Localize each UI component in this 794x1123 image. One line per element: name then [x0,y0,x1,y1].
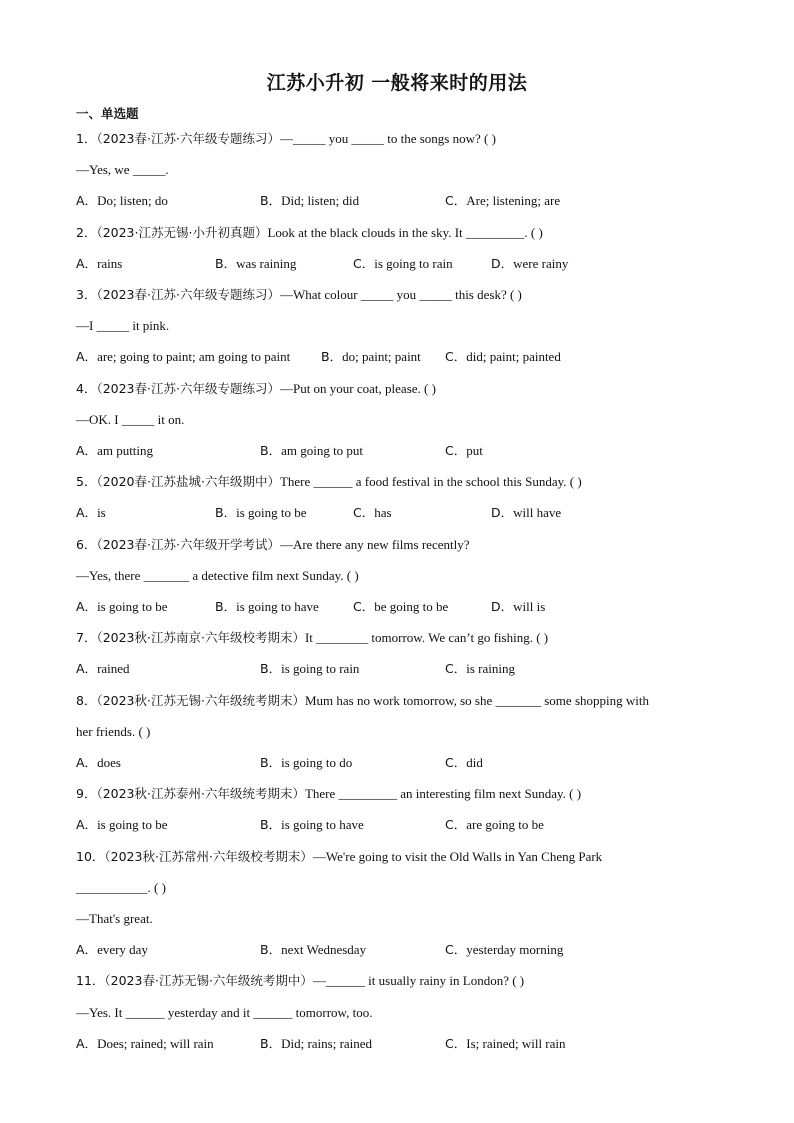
answer-option[interactable] [76,817,167,833]
answer-option[interactable] [260,193,359,209]
question-stem [76,381,436,397]
option-text: every day [97,942,148,958]
question-text: —What colour _____ you _____ this desk? ( ) [279,287,522,302]
option-text: be going to be [374,599,449,614]
question-continuation: —Yes, we _____. [76,162,169,178]
question-stem [76,131,496,147]
option-text: yesterday morning [466,942,564,958]
question-text: —We're going to visit the Old Walls in Yan Cheng Park [312,848,603,864]
option-text: are; going to paint; am going to paint [97,349,291,365]
option-label: C． [445,817,467,833]
option-label: B． [260,942,282,958]
option-text: is going to have [281,817,364,833]
question-source: （2023秋·江苏常州·六年级校考期末） [104,848,313,864]
answer-option[interactable] [215,599,319,615]
question-source: （2023春·江苏·六年级开学考试） [96,536,280,552]
answer-option[interactable] [215,505,307,521]
question-number: 7． [76,630,97,646]
question-source: （2023春·江苏·六年级专题练习） [96,131,280,146]
answer-option[interactable] [260,1036,372,1052]
answer-option[interactable] [76,755,121,771]
answer-option[interactable] [445,1036,566,1052]
question-source: （2023秋·江苏无锡·六年级统考期末） [96,692,305,708]
answer-option[interactable] [260,942,366,958]
answer-option[interactable] [260,661,359,677]
option-label: A． [76,1035,98,1051]
answer-option[interactable] [491,505,561,521]
option-label: A． [76,599,98,614]
option-text: are going to be [466,817,544,833]
option-label: C． [353,255,375,271]
option-text: Are; listening; are [466,193,561,209]
option-label: A． [76,443,98,458]
option-label: C． [445,661,467,677]
option-label: C． [353,505,375,521]
answer-option[interactable] [76,505,106,521]
option-text: will have [513,505,562,521]
question-number: 3． [76,287,97,302]
question-continuation: her friends. ( ) [76,723,151,739]
question-continuation: —Yes. It ______ yesterday and it ______ tomorrow, too. [76,1004,373,1020]
option-label: B． [260,1035,282,1051]
option-label: A． [76,755,98,770]
answer-option[interactable] [445,349,561,365]
option-text: is going to rain [281,661,360,677]
answer-option[interactable] [445,193,560,209]
option-text: is going to have [236,599,319,614]
answer-option[interactable] [260,443,363,459]
question-source: （2023春·江苏无锡·六年级统考期中） [104,973,313,989]
question-number: 9． [76,786,97,802]
question-stem [76,537,469,553]
option-text: is going to be [97,817,168,833]
option-label: A． [76,255,98,271]
option-label: C． [445,755,467,770]
option-text: were rainy [513,255,569,271]
option-text: has [374,505,392,521]
question-stem [76,973,524,989]
question-text: —______ it usually rainy in London? ( ) [312,973,525,989]
option-text: Did; listen; did [281,193,360,209]
question-stem [76,287,522,303]
option-label: D． [491,255,514,271]
section-heading: 一、单选题 [76,106,139,121]
option-label: B． [260,817,282,833]
answer-option[interactable] [491,599,545,615]
option-label: A． [76,817,98,833]
question-continuation: —OK. I _____ it on. [76,411,185,427]
option-label: B． [215,255,237,271]
question-number: 4． [76,380,97,396]
option-text: rains [97,255,123,271]
option-label: C． [445,443,467,458]
question-stem [76,849,602,865]
answer-option[interactable] [260,755,352,771]
answer-option[interactable] [445,942,563,958]
question-number: 5． [76,474,97,490]
question-number: 2． [76,224,97,240]
question-continuation: —Yes, there _______ a detective film next Sunday. ( ) [76,567,359,583]
answer-option[interactable] [76,349,290,365]
answer-option[interactable] [76,1036,214,1052]
option-label: C． [353,599,375,614]
question-source: （2020春·江苏盐城·六年级期中） [96,474,280,490]
option-text: am going to put [281,443,364,458]
question-stem [76,474,582,490]
answer-option[interactable] [445,755,483,771]
question-continuation: —I _____ it pink. [76,318,170,334]
question-number: 11． [76,973,105,989]
answer-option[interactable] [321,349,421,365]
option-text: is raining [466,661,515,677]
question-text: —_____ you _____ to the songs now? ( ) [279,131,496,146]
answer-option[interactable] [353,256,453,272]
option-text: put [466,443,483,458]
question-text: There _________ an interesting film next Sunday. ( ) [304,786,582,802]
option-text: was raining [236,255,297,271]
option-text: did [466,755,483,770]
option-label: D． [491,599,514,614]
option-text: Does; rained; will rain [97,1035,214,1051]
question-stem [76,225,543,241]
answer-option[interactable] [445,661,515,677]
answer-option[interactable] [215,256,296,272]
option-label: A． [76,193,98,209]
question-continuation: —That's great. [76,911,153,926]
option-text: am putting [97,443,154,458]
option-label: A． [76,505,98,521]
option-text: do; paint; paint [342,349,421,365]
option-label: B． [260,443,282,458]
option-label: C． [445,349,467,365]
option-text: Do; listen; do [97,193,168,209]
question-number: 1． [76,131,97,146]
option-label: B． [215,505,237,521]
option-text: rained [97,661,130,677]
question-source: （2023秋·江苏南京·六年级校考期末） [96,630,305,646]
option-text: is going to be [97,599,168,614]
question-source: （2023春·江苏·六年级专题练习） [96,287,280,302]
option-text: next Wednesday [281,942,367,958]
answer-option[interactable] [76,661,130,677]
option-text: is [97,505,106,521]
question-text: —Put on your coat, please. ( ) [279,380,436,396]
question-number: 10． [76,848,105,864]
option-label: C． [445,1035,467,1051]
answer-option[interactable] [445,443,483,459]
option-label: A． [76,349,98,365]
option-text: Is; rained; will rain [466,1035,566,1051]
question-text: —Are there any new films recently? [279,536,470,552]
option-label: D． [491,505,514,521]
option-text: did; paint; painted [466,349,561,365]
question-number: 6． [76,536,97,552]
answer-option[interactable] [353,599,448,615]
option-label: B． [321,349,343,365]
question-source: （2023·江苏无锡·小升初真题） [96,224,268,240]
answer-option[interactable] [76,942,148,958]
option-label: B． [260,193,282,209]
question-stem [76,630,548,646]
option-text: is going to do [281,755,353,770]
option-label: A． [76,942,98,958]
option-label: C． [445,193,467,209]
question-text: There ______ a food festival in the school this Sunday. ( ) [279,474,582,490]
question-source: （2023秋·江苏泰州·六年级统考期末） [96,786,305,802]
answer-option[interactable] [491,256,568,272]
option-label: A． [76,661,98,677]
answer-option[interactable] [76,599,167,615]
question-number: 8． [76,692,97,708]
option-text: will is [513,599,546,614]
answer-option[interactable] [76,443,153,459]
option-label: B． [260,755,282,770]
option-label: B． [260,661,282,677]
page-title: 江苏小升初 一般将来时的用法 [266,72,528,94]
option-text: is going to be [236,505,307,521]
question-continuation: ___________. ( ) [76,879,166,895]
answer-option[interactable] [76,256,122,272]
question-text: Mum has no work tomorrow, so she _______ some shopping with [304,692,649,708]
answer-option[interactable] [353,505,392,521]
option-text: is going to rain [374,255,453,271]
question-text: It ________ tomorrow. We can’t go fishing. ( ) [304,630,549,646]
question-source: （2023春·江苏·六年级专题练习） [96,380,280,396]
answer-option[interactable] [76,193,168,209]
question-stem [76,693,649,709]
question-text: Look at the black clouds in the sky. It _________. ( ) [267,224,543,240]
question-stem [76,786,581,802]
answer-option[interactable] [260,817,364,833]
option-text: does [97,755,121,770]
answer-option[interactable] [445,817,544,833]
option-label: C． [445,942,467,958]
option-text: Did; rains; rained [281,1035,373,1051]
option-label: B． [215,599,237,614]
